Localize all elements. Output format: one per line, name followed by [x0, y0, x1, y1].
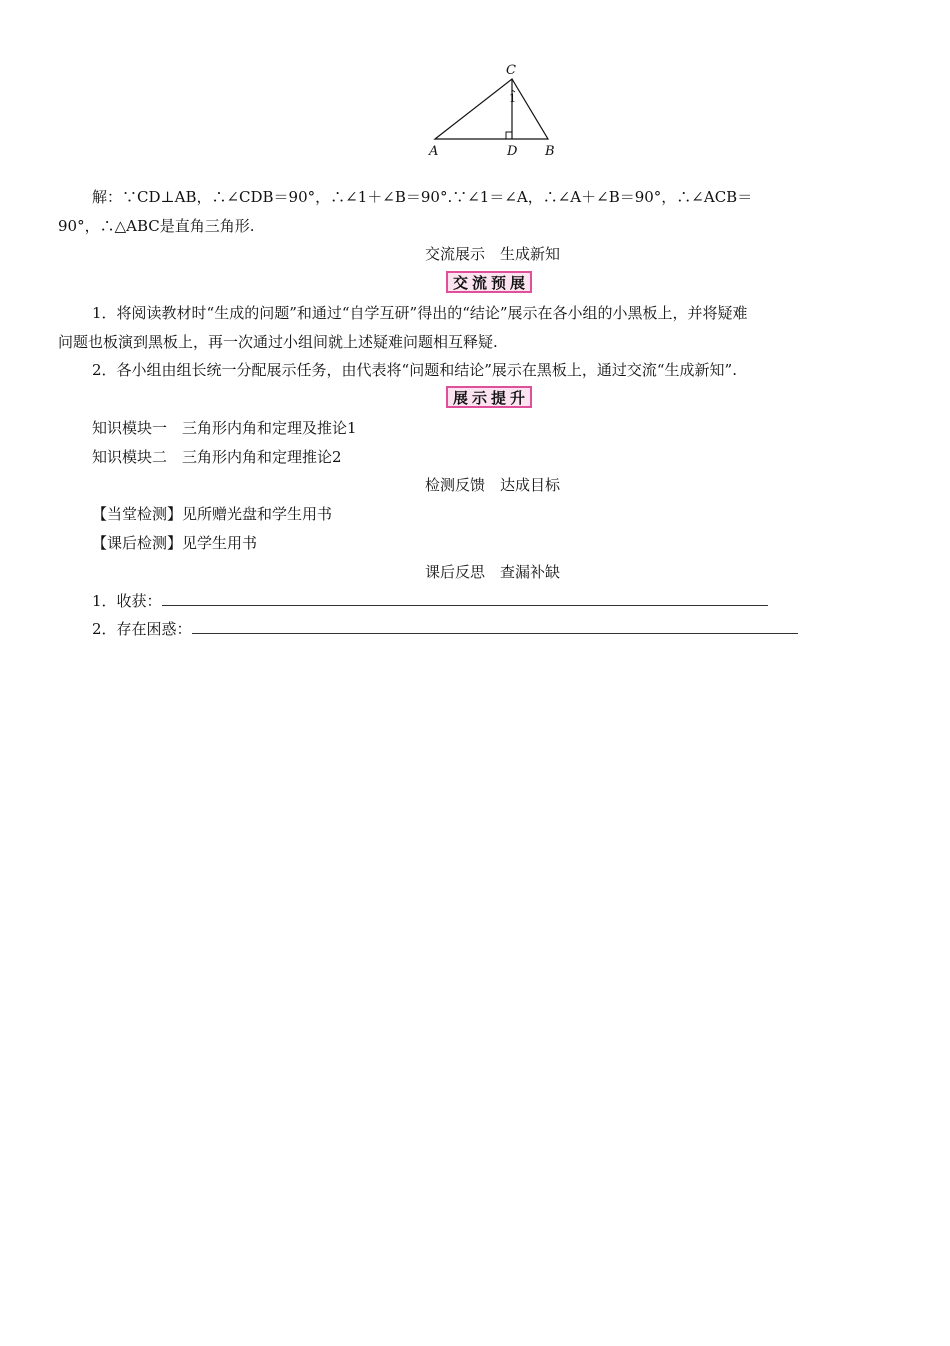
- label-a: A: [429, 144, 439, 159]
- badge-exchange-preview: 交流预展: [446, 271, 532, 293]
- heading-test-feedback: 检测反馈 达成目标: [424, 476, 560, 494]
- exchange-item-1-line-1: 1．将阅读教材时“生成的问题”和通过“自学互研”得出的“结论”展示在各小组的小黑板上，并将疑难: [92, 304, 748, 322]
- label-b: B: [545, 144, 555, 159]
- knowledge-module-2: 知识模块二 三角形内角和定理推论2: [92, 448, 342, 466]
- right-triangle-figure: [420, 58, 570, 162]
- exchange-item-1-line-2: 问题也板演到黑板上，再一次通过小组间就上述疑难问题相互释疑.: [58, 333, 498, 351]
- heading-reflection: 课后反思 查漏补缺: [424, 563, 560, 581]
- in-class-test: 【当堂检测】见所赠光盘和学生用书: [92, 505, 333, 523]
- solution-line-2: 90°，∴△ABC是直角三角形.: [58, 217, 255, 235]
- badge-present-improve: 展示提升: [446, 386, 532, 408]
- label-angle-1: 1: [509, 92, 516, 105]
- after-class-test: 【课后检测】见学生用书: [92, 534, 258, 552]
- knowledge-module-1: 知识模块一 三角形内角和定理及推论1: [92, 419, 357, 437]
- gain-label: 1．收获：: [92, 592, 162, 610]
- heading-exchange: 交流展示 生成新知: [424, 245, 560, 263]
- solution-line-1: 解：∵CD⊥AB，∴∠CDB＝90°，∴∠1＋∠B＝90°.∵∠1＝∠A，∴∠A＋∠B＝90°，∴∠ACB＝: [92, 188, 753, 206]
- label-c: C: [506, 63, 516, 78]
- right-angle-mark: [506, 132, 512, 139]
- exchange-item-2: 2．各小组由组长统一分配展示任务，由代表将“问题和结论”展示在黑板上，通过交流“生成新知”.: [92, 361, 737, 379]
- confusion-blank-line[interactable]: [192, 619, 798, 634]
- gain-row: [92, 591, 768, 611]
- confusion-label: 2．存在困惑：: [92, 620, 192, 638]
- gain-blank-line[interactable]: [162, 591, 768, 606]
- triangle-abc: [435, 79, 548, 139]
- confusion-row: [92, 619, 798, 639]
- label-d: D: [507, 144, 518, 159]
